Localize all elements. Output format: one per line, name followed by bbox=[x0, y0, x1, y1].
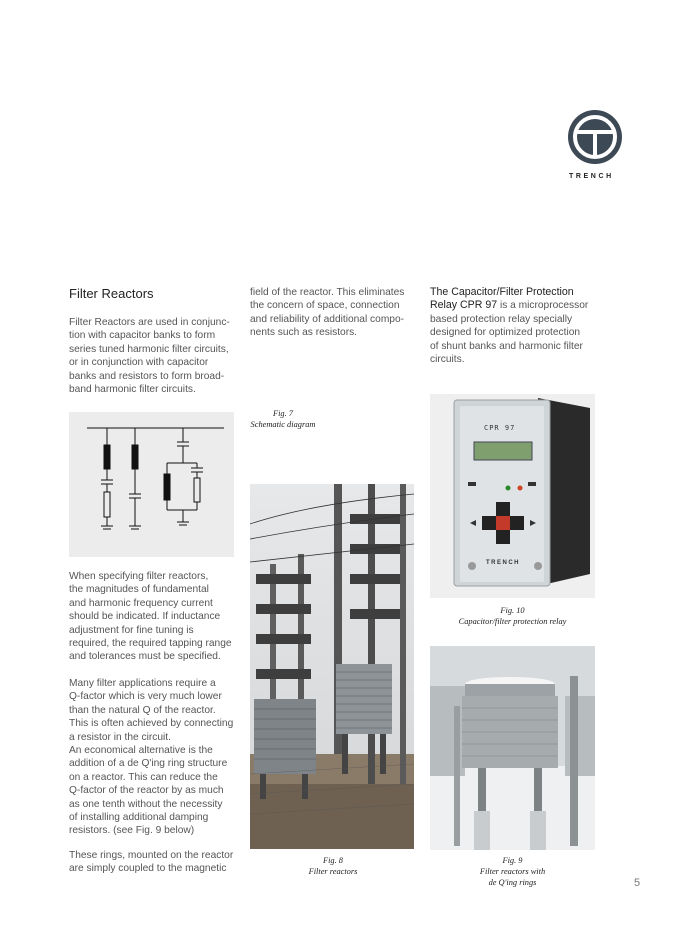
text-fragment: is a microprocessor bbox=[497, 300, 589, 312]
fig10-caption bbox=[430, 605, 595, 627]
text-line: An economical alternative is the bbox=[69, 745, 213, 757]
relay-heading-line2: Relay CPR 97 bbox=[430, 299, 498, 312]
text-line: or in conjunction with capacitor bbox=[69, 357, 209, 369]
text-line: as one tenth without the necessity bbox=[69, 798, 223, 810]
reactor-with-rings-illustration bbox=[430, 646, 595, 850]
text-line: tion with capacitor banks to form bbox=[69, 330, 216, 342]
text-line: addition of a de Q'ing ring structure bbox=[69, 758, 228, 770]
relay-heading-line1: The Capacitor/Filter Protection bbox=[430, 286, 574, 298]
text-line: When specifying filter reactors, bbox=[69, 571, 209, 582]
text-line: banks and resistors to form broad- bbox=[69, 370, 225, 382]
figure-number: Fig. 10 bbox=[500, 606, 525, 615]
substation-illustration bbox=[250, 484, 414, 849]
section-heading-filter-reactors: Filter Reactors bbox=[69, 286, 154, 301]
text-line: adjustment for fine tuning is bbox=[69, 624, 194, 636]
text-line: series tuned harmonic filter circuits, bbox=[69, 343, 229, 355]
figure-number: Fig. 7 bbox=[272, 409, 293, 418]
column3-section bbox=[430, 286, 605, 366]
figure-number: Fig. 8 bbox=[322, 856, 343, 865]
relay-text-first-line bbox=[430, 299, 605, 312]
page-number: 5 bbox=[634, 877, 641, 889]
column2-paragraph bbox=[250, 286, 420, 340]
text-line: designed for optimized protection bbox=[430, 327, 581, 339]
text-line: band harmonic filter circuits. bbox=[69, 384, 196, 396]
text-line: based protection relay specially bbox=[430, 313, 573, 325]
protection-relay-photo bbox=[430, 394, 595, 598]
text-line: the concern of space, connection bbox=[250, 300, 400, 312]
text-line: a resistor in the circuit. bbox=[69, 731, 171, 743]
figure-caption-text: de Q'ing rings bbox=[488, 878, 537, 887]
text-line: Filter Reactors are used in conjunc- bbox=[69, 317, 230, 328]
text-line: Q-factor which is very much lower bbox=[69, 691, 222, 703]
figure-caption-text: Filter reactors with bbox=[479, 867, 546, 876]
text-line: and harmonic frequency current bbox=[69, 597, 213, 609]
text-line: are simply coupled to the magnetic bbox=[69, 863, 227, 875]
text-line: This is often achieved by connecting bbox=[69, 718, 234, 730]
text-line: of shunt banks and harmonic filter bbox=[430, 340, 583, 352]
figure-number: Fig. 9 bbox=[502, 856, 523, 865]
figure-caption-text: Capacitor/filter protection relay bbox=[458, 617, 567, 626]
text-line: the magnitudes of fundamental bbox=[69, 584, 209, 596]
relay-brand-label: TRENCH bbox=[486, 560, 520, 566]
text-line: and reliability of additional compo- bbox=[250, 313, 405, 325]
figure-caption-text: Schematic diagram bbox=[250, 420, 316, 429]
fig7-caption bbox=[240, 408, 326, 430]
text-line: than the natural Q of the reactor. bbox=[69, 704, 216, 716]
trench-logo-icon bbox=[567, 109, 623, 165]
text-line: on a reactor. This can reduce the bbox=[69, 771, 218, 783]
fig8-caption bbox=[290, 855, 376, 877]
deqing-rings-photo bbox=[430, 646, 595, 850]
text-line: required, the required tapping range bbox=[69, 638, 232, 650]
q-factor-paragraph bbox=[69, 677, 244, 838]
text-line: Many filter applications require a bbox=[69, 678, 216, 689]
fig9-caption bbox=[440, 855, 585, 888]
text-line: should be indicated. If inductance bbox=[69, 611, 221, 623]
text-line: circuits. bbox=[430, 354, 465, 366]
rings-paragraph bbox=[69, 849, 244, 876]
text-line: resistors. (see Fig. 9 below) bbox=[69, 825, 195, 837]
relay-model-label: CPR 97 bbox=[484, 424, 516, 432]
text-line: and tolerances must be specified. bbox=[69, 651, 221, 663]
schematic-drawing bbox=[69, 412, 234, 557]
text-line: of installing additional damping bbox=[69, 812, 209, 824]
filter-reactors-photo bbox=[250, 484, 414, 849]
figure-caption-text: Filter reactors bbox=[308, 867, 358, 876]
intro-paragraph bbox=[69, 316, 244, 396]
schematic-diagram bbox=[69, 412, 234, 557]
logo-wordmark: TRENCH bbox=[569, 173, 614, 180]
text-line: nents such as resistors. bbox=[250, 327, 358, 339]
text-line: field of the reactor. This eliminates bbox=[250, 287, 405, 298]
specification-paragraph bbox=[69, 570, 244, 664]
text-line: These rings, mounted on the reactor bbox=[69, 850, 234, 861]
text-line: Q-factor of the reactor by as much bbox=[69, 785, 224, 797]
